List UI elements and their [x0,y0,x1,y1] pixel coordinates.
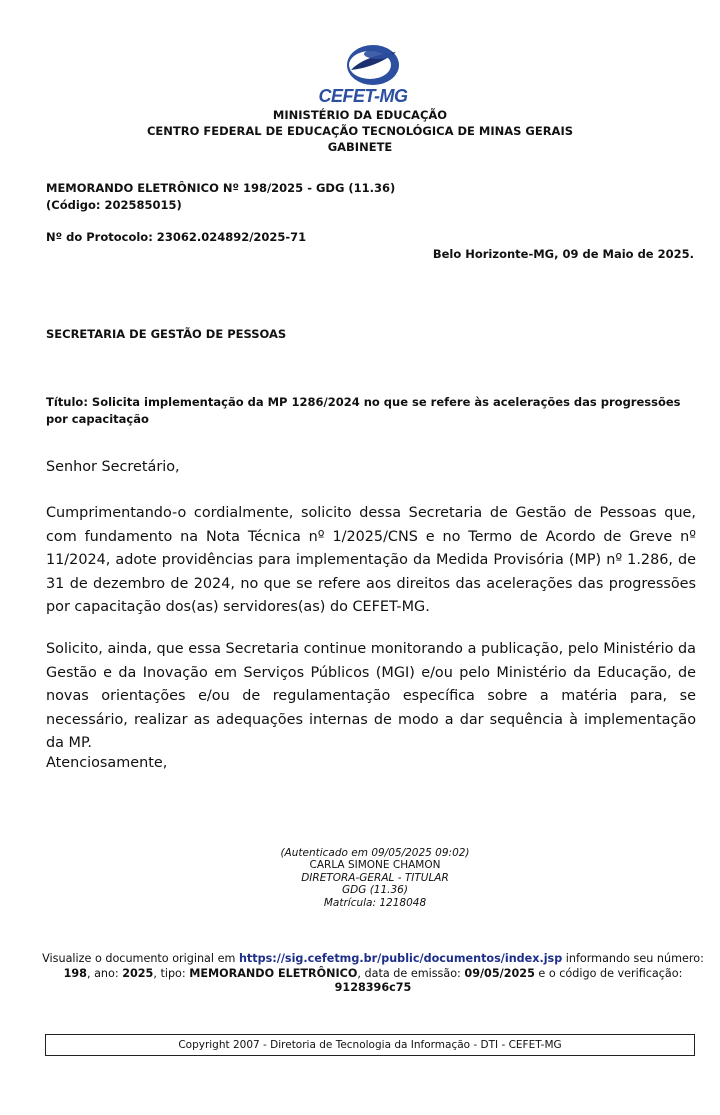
signature-registration: Matrícula: 1218048 [323,897,427,909]
year-label: , ano: [86,966,119,980]
doc-year: 2025 [122,966,154,980]
signature-authenticated: (Autenticado em 09/05/2025 09:02) [280,847,470,859]
date-label: , data de emissão: [357,966,461,980]
code-label: e o código de verificação: [538,966,683,980]
verification-link[interactable]: https://sig.cefetmg.br/public/documentos/index.jsp [238,952,563,965]
memo-title-line1: Título: Solicita implementação da MP 1286/2024 no que se refere às acelerações das progressões [46,395,681,409]
doc-number: 198 [63,966,87,980]
type-label: , tipo: [153,966,186,980]
doc-date: 09/05/2025 [464,966,535,980]
paragraph-2: Solicito, ainda, que essa Secretaria continue monitorando a publicação, pelo Ministério da Gestão e da Inovação em Serviços Públicos (MGI) e/ou pelo Ministério da Educação, de novas orientações e/ou de regulamentação específica sobre a matéria para, se necessário, realizar as adequações internas de modo a dar sequência à implementação da MP. [46,641,696,751]
ministry-title: MINISTÉRIO DA EDUCAÇÃO [272,108,448,122]
number-label: número: [656,952,704,965]
memo-code: (Código: 202585015) [46,198,182,212]
place-date: Belo Horizonte-MG, 09 de Maio de 2025. [432,247,694,261]
department-title: GABINETE [327,140,393,154]
cefet-logo-emblem-icon [318,40,408,88]
institution-title: CENTRO FEDERAL DE EDUCAÇÃO TECNOLÓGICA DE MINAS GERAIS [146,124,574,138]
paragraph-1: Cumprimentando-o cordialmente, solicito dessa Secretaria de Gestão de Pessoas que, com fundamento na Nota Técnica nº 1/2025/CNS e no Termo de Acordo de Greve nº 11/2024, adote providências para implementação da Medida Provisória (MP) nº 1.286, de 31 de dezembro de 2024, no que se refere aos direitos das acelerações das progressões por capacitação dos(as) servidores(as) do CEFET-MG. [46,505,696,615]
verification-note [40,952,706,996]
salutation: Senhor Secretário, [46,459,180,475]
verification-informing: informando seu [565,952,654,965]
verification-code: 9128396c75 [334,981,412,994]
protocol-number: Nº do Protocolo: 23062.024892/2025-71 [46,230,307,244]
copyright-footer: Copyright 2007 - Diretoria de Tecnologia da Informação - DTI - CEFET-MG [45,1034,695,1056]
signature-role: DIRETORA-GERAL - TITULAR [301,872,449,884]
signature-unit: GDG (11.36) [342,884,408,896]
closing: Atenciosamente, [46,755,168,771]
memo-number: MEMORANDO ELETRÔNICO Nº 198/2025 - GDG (11.36) [46,181,396,195]
verification-prefix: Visualize o documento original em [42,952,236,965]
cefet-mg-logo [318,40,408,108]
memo-title-line2: por capacitação [46,412,149,426]
doc-type: MEMORANDO ELETRÔNICO [189,966,358,980]
recipient: SECRETARIA DE GESTÃO DE PESSOAS [46,327,287,341]
signature-name: CARLA SIMONE CHAMON [309,859,441,871]
logo-text: CEFET-MG [318,86,408,106]
